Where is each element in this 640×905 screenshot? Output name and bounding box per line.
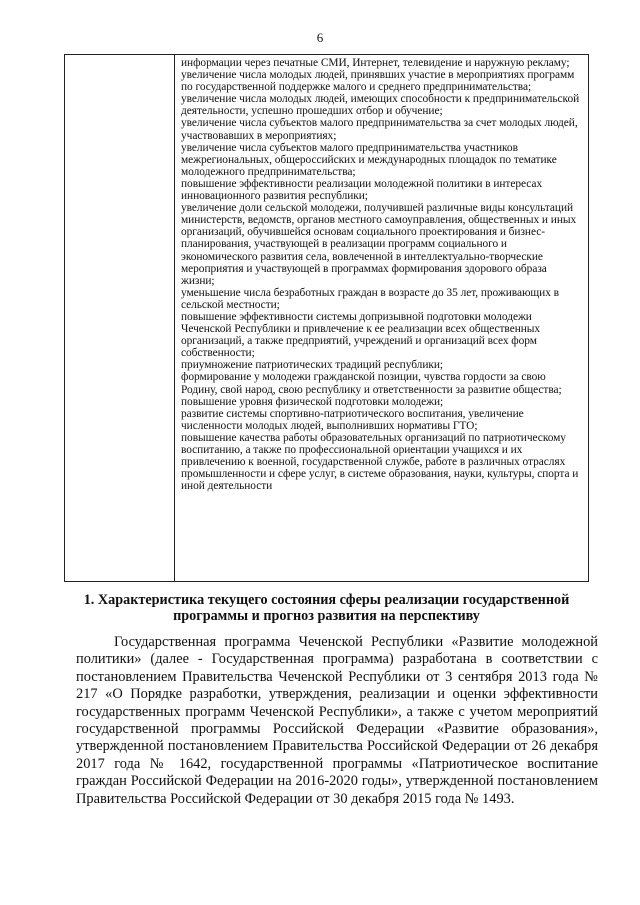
table-item: информации через печатные СМИ, Интернет, телевидение и наружную рекламу;	[181, 57, 570, 69]
table-item: развитие системы спортивно-патриотического воспитания, увеличение численности молодых людей, выполнивших нормативы ГТО;	[181, 407, 524, 432]
table-item: уменьшение числа безработных граждан в возрасте до 35 лет, проживающих в сельской местности;	[181, 286, 559, 311]
table-item: увеличение доли сельской молодежи, получившей различные виды консультаций министерств, ведомств, органов местного самоуправления, общественных и иных организаций, обучившейся основам социального проектирования и бизнес-планирования, участвующей в реализации программ социального и экономического развития села, вовлеченной в интеллектуально-творческие мероприятия и участвующей в программах формирования здорового образа жизни;	[181, 202, 577, 287]
table-item: повышение качества работы образовательных организаций по патриотическому воспитанию, а также по профессиональной ориентации учащихся и их привлечению к военной, государственной службе, работе в различных отраслях промышленности и сфере услуг, в системе образования, науки, культуры, спорта и иной деятельности	[181, 431, 579, 493]
section-heading: 1. Характеристика текущего состояния сферы реализации государственной программы и прогноз развития на перспективу	[83, 592, 570, 624]
table-item: увеличение числа субъектов малого предпринимательства участников межрегиональных, общероссийских и международных площадок по тематике молодежного предпринимательства;	[181, 141, 557, 178]
table-item: повышение эффективности реализации молодежной политики в интересах инновационного развития республики;	[181, 177, 543, 203]
table-item: повышение уровня физической подготовки молодежи;	[181, 395, 444, 408]
table-left-column	[65, 55, 175, 581]
table-item: увеличение числа молодых людей, имеющих способности к предпринимательской деятельности, успешно прошедших отбор и обучение;	[181, 93, 580, 118]
body-paragraph: Государственная программа Чеченской Республики «Развитие молодежной политики» (далее - Государственная программа) разработана в соответствии с постановлением Правительства Чеченской Республики от 3 сентября 2013 года № 217 «О Порядке разработки, утверждения, реализации и оценки эффективности государственных программ Чеченской Республики», а также с учетом мероприятий государственной программы Российской Федерации «Развитие образования», утвержденной постановлением Правительства Российской Федерации от 26 декабря 2017 года № 1642, государственной программы «Патриотическое воспитание граждан Российской Федерации на 2016-2020 годы», утвержденной постановлением Правительства Российской Федерации от 30 декабря 2015 года № 1493.	[76, 634, 598, 807]
program-table	[64, 54, 589, 582]
table-item: повышение эффективности системы допризывной подготовки молодежи Чеченской Республики и привлечение к ее реализации всех общественных организаций, а также предприятий, учреждений и организаций всех форм собственности;	[181, 310, 541, 360]
table-right-column	[175, 55, 588, 581]
table-item: формирование у молодежи гражданской позиции, чувства гордости за свою Родину, свой народ, свою республику и ответственности за развитие общества;	[181, 371, 562, 396]
page-number: 6	[316, 30, 324, 45]
table-item: увеличение числа субъектов малого предпринимательства за счет молодых людей, участвовавших в мероприятиях;	[181, 117, 578, 142]
table-item: увеличение числа молодых людей, принявших участие в мероприятиях программ по государственной поддержке малого и среднего предпринимательства;	[181, 69, 575, 94]
table-item: приумножение патриотических традиций республики;	[181, 359, 444, 372]
